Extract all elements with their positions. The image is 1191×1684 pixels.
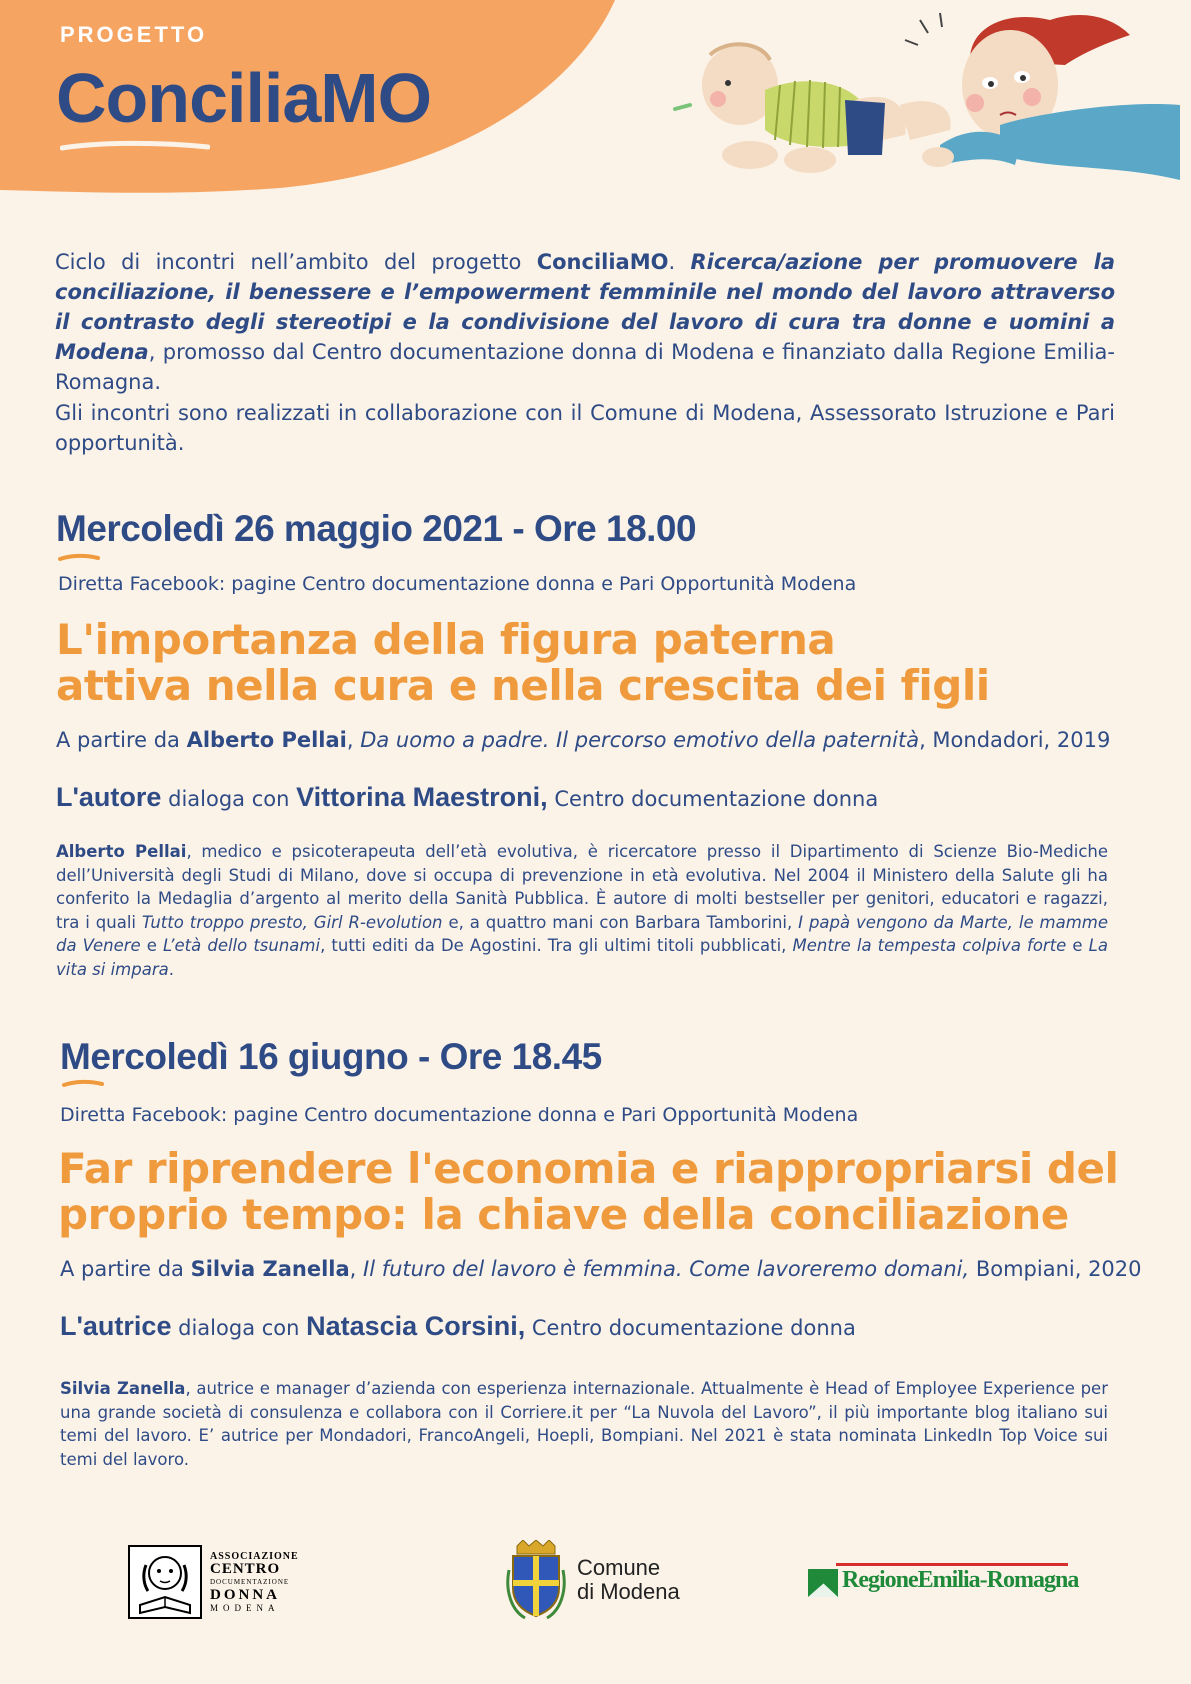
cdd-line4: DONNA — [210, 1586, 280, 1603]
collaboration-paragraph: Gli incontri sono realizzati in collaborazione con il Comune di Modena, Assessorato Istruzione e Pari opportunità. — [55, 401, 1115, 455]
event-title: Far riprendere l'economia e riappropriarsi del proprio tempo: la chiave della conciliazione — [58, 1144, 1119, 1239]
regione-name: RegioneEmilia-Romagna — [842, 1567, 1079, 1593]
date-underline-swoosh — [62, 1079, 104, 1089]
modena-line2: di Modena — [577, 1579, 680, 1604]
project-label: PROGETTO — [60, 22, 208, 47]
book-reference: A partire da Alberto Pellai, Da uomo a padre. Il percorso emotivo della paternità, Mondadori, 2019 — [56, 728, 1111, 752]
event-date: Mercoledì 26 maggio 2021 - Ore 18.00 — [56, 508, 697, 549]
book-reference: A partire da Silvia Zanella, Il futuro del lavoro è femmina. Come lavoreremo domani, Bompiani, 2020 — [60, 1257, 1142, 1281]
modena-coat-of-arms-icon — [505, 1540, 567, 1620]
regione-emilia-romagna-logo — [808, 1563, 1079, 1607]
cdd-line2: CENTRO — [210, 1560, 281, 1577]
modena-line1: Comune — [577, 1555, 661, 1580]
title-underline-swoosh — [60, 140, 210, 154]
dialog-line: L'autore dialoga con Vittorina Maestroni, Centro documentazione donna — [56, 782, 879, 812]
cdd-line1: ASSOCIAZIONE — [210, 1550, 299, 1562]
broadcast-info: Diretta Facebook: pagine Centro documentazione donna e Pari Opportunità Modena — [58, 573, 857, 595]
woman-reading-book-icon — [128, 1545, 202, 1619]
broadcast-info: Diretta Facebook: pagine Centro documentazione donna e Pari Opportunità Modena — [60, 1104, 859, 1126]
cdd-line3: DOCUMENTAZIONE — [210, 1577, 290, 1586]
baby-and-mother-crawling-illustration — [670, 5, 1180, 190]
author-bio: Alberto Pellai, medico e psicoterapeuta dell’età evolutiva, è ricercatore presso il Dipartimento di Scienze Bio-Mediche dell’Università degli Studi di Milano, dove si occupa di prevenzione in età evolutiva. Nel 2004 il Ministero della Salute gli ha conferito la Medaglia d’argento al merito della Sanità Pubblica. È autore di molti bestseller per genitori, educatori e ragazzi, tra i quali Tutto troppo presto, Girl R-evolution e, a quattro mani con Barbara Tamborini, I papà vengono da Marte, le mamme da Venere e L’età dello tsunami, tutti editi da De Agostini. Tra gli ultimi titoli pubblicati, Mentre la tempesta colpiva forte e La vita si impara. — [56, 842, 1109, 979]
project-title: ConciliaMO — [56, 59, 432, 137]
author-bio: Silvia Zanella, autrice e manager d’azienda con esperienza internazionale. Attualmente è Head of Employee Experience per una grande società di consulenza e collabora con il Corriere.it per “La Nuvola del Lavoro”, il più importante blog italiano sui temi del lavoro. E’ autrice per Mondadori, FrancoAngeli, Hoepli, Bompiani. Nel 2021 è stata nominata LinkedIn Top Voice sui temi del lavoro. — [60, 1379, 1108, 1469]
event-title: L'importanza della figura paterna attiva nella cura e nella crescita dei figli — [56, 615, 990, 710]
date-underline-swoosh — [58, 553, 100, 563]
intro-paragraph: Ciclo di incontri nell’ambito del progetto ConciliaMO. Ricerca/azione per promuovere la conciliazione, il benessere e l’empowerment femminile nel mondo del lavoro attraverso il contrasto degli stereotipi e la condivisione del lavoro di cura tra donne e uomini a Modena, promosso dal Centro documentazione donna di Modena e finanziato dalla Regione Emilia-Romagna. — [55, 250, 1115, 394]
comune-modena-logo — [505, 1540, 680, 1620]
cdd-logo — [128, 1545, 299, 1619]
dialog-line: L'autrice dialoga con Natascia Corsini, Centro documentazione donna — [60, 1311, 856, 1341]
event-date: Mercoledì 16 giugno - Ore 18.45 — [60, 1036, 602, 1077]
cdd-line5: MODENA — [210, 1602, 280, 1613]
